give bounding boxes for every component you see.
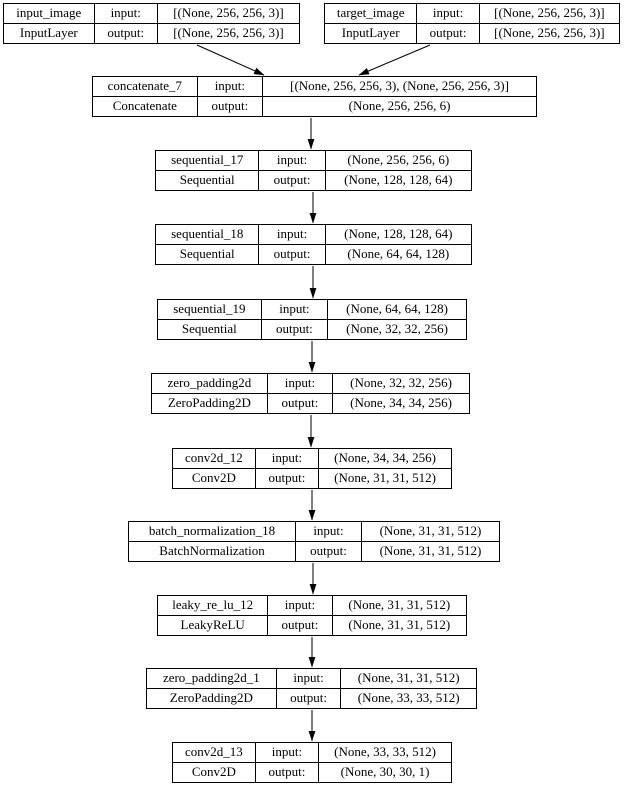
layer-node-sequential_17	[155, 150, 472, 191]
input-label: input:	[268, 596, 332, 616]
layer-name: batch_normalization_18	[129, 522, 296, 542]
input-label: input:	[255, 743, 318, 763]
layer-table	[92, 76, 537, 117]
input-shape: (None, 64, 64, 128)	[328, 300, 467, 320]
output-label: output:	[197, 97, 262, 117]
output-label: output:	[259, 245, 325, 265]
output-shape: (None, 31, 31, 512)	[332, 616, 466, 636]
layer-name: leaky_re_lu_12	[158, 596, 268, 616]
output-shape: (None, 32, 32, 256)	[328, 320, 467, 340]
input-shape: [(None, 256, 256, 3), (None, 256, 256, 3)]	[263, 77, 537, 97]
output-label: output:	[276, 689, 341, 709]
layer-table	[324, 3, 620, 44]
output-label: output:	[255, 763, 318, 783]
layer-name: conv2d_13	[173, 743, 256, 763]
input-label: input:	[259, 225, 325, 245]
layer-table	[172, 742, 452, 783]
input-label: input:	[296, 522, 362, 542]
output-label: output:	[259, 171, 325, 191]
output-label: output:	[417, 24, 479, 44]
layer-type: InputLayer	[4, 24, 95, 44]
layer-table	[155, 224, 472, 265]
layer-node-conv2d_13	[172, 742, 452, 783]
output-label: output:	[261, 320, 327, 340]
layer-type: Conv2D	[173, 469, 256, 489]
layer-table	[157, 595, 467, 636]
layer-node-batch_normalization_18	[128, 521, 500, 562]
output-shape: (None, 33, 33, 512)	[341, 689, 477, 709]
layer-type: ZeroPadding2D	[152, 394, 268, 414]
layer-node-concatenate_7	[92, 76, 537, 117]
input-shape: (None, 32, 32, 256)	[333, 374, 470, 394]
layer-node-sequential_18	[155, 224, 472, 265]
input-label: input:	[261, 300, 327, 320]
output-shape: (None, 64, 64, 128)	[325, 245, 471, 265]
layer-table	[157, 299, 467, 340]
input-shape: (None, 31, 31, 512)	[361, 522, 499, 542]
input-label: input:	[255, 449, 318, 469]
layer-name: input_image	[4, 4, 95, 24]
layer-node-conv2d_12	[172, 448, 452, 489]
layer-table	[172, 448, 452, 489]
output-shape: (None, 31, 31, 512)	[319, 469, 452, 489]
layer-table	[128, 521, 500, 562]
layer-node-target_image	[324, 3, 620, 44]
input-shape: [(None, 256, 256, 3)]	[479, 4, 619, 24]
edge-input_image-concatenate_7	[197, 45, 264, 75]
layer-node-input_image	[3, 3, 300, 44]
output-shape: [(None, 256, 256, 3)]	[157, 24, 299, 44]
layer-name: concatenate_7	[93, 77, 198, 97]
layer-type: Sequential	[156, 171, 259, 191]
layer-node-leaky_re_lu_12	[157, 595, 467, 636]
layer-type: ZeroPadding2D	[147, 689, 277, 709]
layer-name: conv2d_12	[173, 449, 256, 469]
layer-name: sequential_19	[158, 300, 262, 320]
input-label: input:	[259, 151, 325, 171]
layer-node-sequential_19	[157, 299, 467, 340]
input-shape: [(None, 256, 256, 3)]	[157, 4, 299, 24]
output-label: output:	[296, 542, 362, 562]
input-shape: (None, 31, 31, 512)	[341, 669, 477, 689]
layer-name: zero_padding2d	[152, 374, 268, 394]
input-label: input:	[267, 374, 332, 394]
edge-target_image-concatenate_7	[359, 45, 430, 75]
output-label: output:	[268, 616, 332, 636]
input-label: input:	[417, 4, 479, 24]
input-label: input:	[197, 77, 262, 97]
layer-name: zero_padding2d_1	[147, 669, 277, 689]
layer-name: sequential_17	[156, 151, 259, 171]
layer-name: target_image	[325, 4, 417, 24]
output-shape: (None, 34, 34, 256)	[333, 394, 470, 414]
layer-table	[3, 3, 300, 44]
layer-type: InputLayer	[325, 24, 417, 44]
output-label: output:	[255, 469, 318, 489]
input-label: input:	[276, 669, 341, 689]
layer-type: Sequential	[158, 320, 262, 340]
input-shape: (None, 34, 34, 256)	[319, 449, 452, 469]
layer-type: BatchNormalization	[129, 542, 296, 562]
layer-type: Sequential	[156, 245, 259, 265]
output-label: output:	[267, 394, 332, 414]
output-shape: (None, 256, 256, 6)	[263, 97, 537, 117]
output-label: output:	[94, 24, 157, 44]
layer-node-zero_padding2d	[151, 373, 470, 414]
layer-table	[146, 668, 477, 709]
input-label: input:	[94, 4, 157, 24]
layer-type: Concatenate	[93, 97, 198, 117]
output-shape: (None, 128, 128, 64)	[325, 171, 471, 191]
output-shape: (None, 31, 31, 512)	[361, 542, 499, 562]
input-shape: (None, 33, 33, 512)	[319, 743, 452, 763]
layer-name: sequential_18	[156, 225, 259, 245]
layer-type: LeakyReLU	[158, 616, 268, 636]
input-shape: (None, 256, 256, 6)	[325, 151, 471, 171]
layer-table	[155, 150, 472, 191]
input-shape: (None, 31, 31, 512)	[332, 596, 466, 616]
layer-node-zero_padding2d_1	[146, 668, 477, 709]
input-shape: (None, 128, 128, 64)	[325, 225, 471, 245]
layer-table	[151, 373, 470, 414]
output-shape: [(None, 256, 256, 3)]	[479, 24, 619, 44]
layer-type: Conv2D	[173, 763, 256, 783]
output-shape: (None, 30, 30, 1)	[319, 763, 452, 783]
